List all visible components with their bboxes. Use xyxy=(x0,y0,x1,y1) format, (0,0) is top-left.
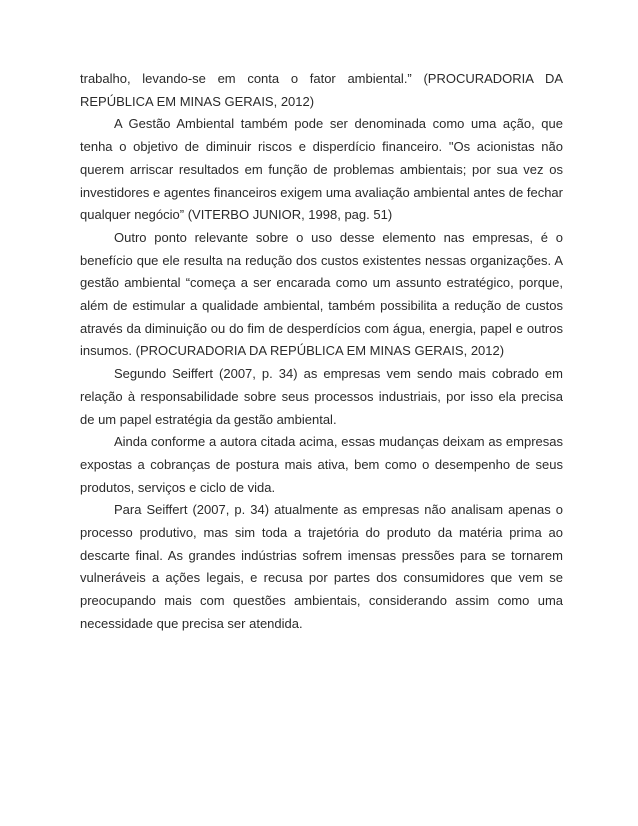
paragraph: trabalho, levando-se em conta o fator ambiental.” (PROCURADORIA DA REPÚBLICA EM MINAS GERAIS, 2012) xyxy=(80,71,563,109)
paragraph: A Gestão Ambiental também pode ser denominada como uma ação, que tenha o objetivo de diminuir riscos e disperdício financeiro. "Os acionistas não querem arriscar resultados em função de problemas ambientais; por sua vez os investidores e agentes financeiros exigem uma avaliação ambiental antes de fechar qualquer negócio” (VITERBO JUNIOR, 1998, pag. 51) xyxy=(80,116,563,223)
document-page xyxy=(80,68,563,636)
paragraph: Ainda conforme a autora citada acima, essas mudanças deixam as empresas expostas a cobranças de postura mais ativa, bem como o desempenho de seus produtos, serviços e ciclo de vida. xyxy=(80,434,563,495)
paragraph: Segundo Seiffert (2007, p. 34) as empresas vem sendo mais cobrado em relação à responsabilidade sobre seus processos industriais, por isso ela precisa de um papel estratégia da gestão ambiental. xyxy=(80,366,563,427)
paragraph: Outro ponto relevante sobre o uso desse elemento nas empresas, é o benefício que ele resulta na redução dos custos existentes nessas organizações. A gestão ambiental “começa a ser encarada como um assunto estratégico, porque, além de estimular a qualidade ambiental, também possibilita a redução de custos através da diminuição ou do fim de desperdícios com água, energia, papel e outros insumos. (PROCURADORIA DA REPÚBLICA EM MINAS GERAIS, 2012) xyxy=(80,229,563,359)
paragraph: Para Seiffert (2007, p. 34) atualmente as empresas não analisam apenas o processo produtivo, mas sim toda a trajetória do produto da matéria prima ao descarte final. As grandes indústrias sofrem imensas pressões para se tornarem vulneráveis a ações legais, e recusa por partes dos consumidores que vem se preocupando mais com questões ambientais, considerando assim como uma necessidade que precisa ser atendida. xyxy=(80,502,563,631)
